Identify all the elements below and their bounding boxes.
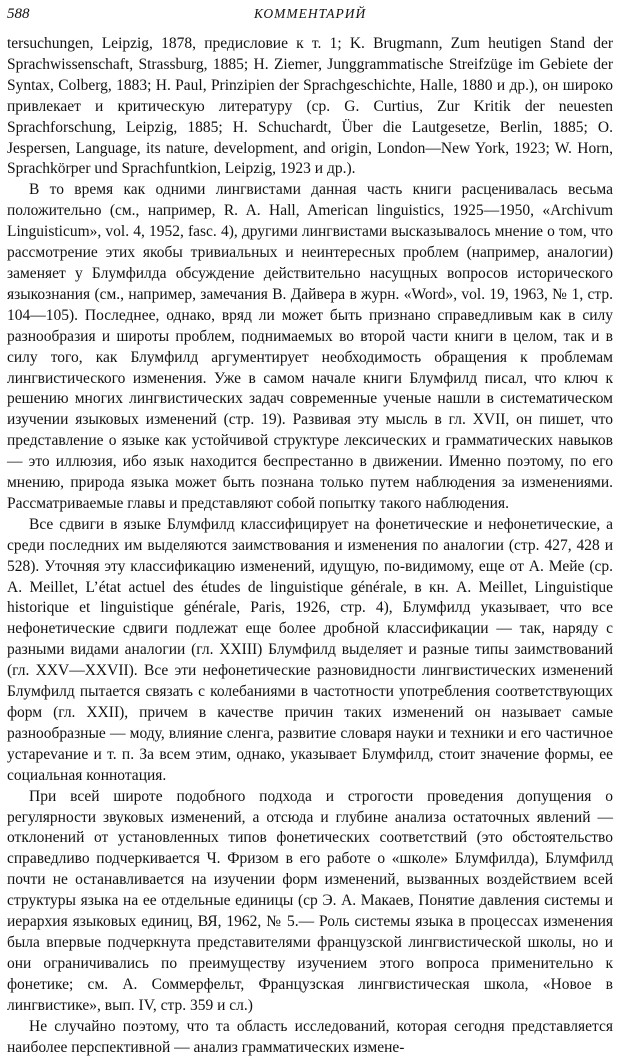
page-number: 588 — [7, 6, 30, 22]
paragraph-regularity: При всей широте подобного подхода и строгости проведения допущения о регулярности звуковых изменений, а отсюда и глубине анализа остаточных явлений — отклонений от установленных типов фонетических соответствий (это обстоятельство справедливо подчеркивается Ч. Фризом в его работе о «школе» Блумфилда), Блумфилд почти не останавливается на изучении форм изменений, вызванных воздействием всей структуры языка на ее отдельные единицы (ср Э. А. Макаев, Понятие давления системы и иерархия языковых единиц, ВЯ, 1962, № 5.— Роль системы языка в процессах изменения была впервые подчеркнута представителями французской лингвистической школы, но и они ограничивались по преимуществу изучением этого вопроса применительно к фонетике; см. А. Соммерфельт, Французская лингвистическая школа, «Новое в лингвистике», вып. IV, стр. 359 и сл.) — [7, 787, 613, 1014]
paragraph-perspective: Не случайно поэтому, что та область исследований, которая сегодня представляется наиболее перспективной — анализ грамматических измене- — [7, 1017, 613, 1056]
running-head: КОММЕНТАРИЙ — [254, 6, 367, 21]
page-header — [7, 4, 613, 26]
paragraph-continuation: tersuchungen, Leipzig, 1878, предисловие к т. 1; K. Brugmann, Zum heutigen Stand der Sprachwissenschaft, Strassburg, 1885; H. Ziemer, Junggrammatische Streifzüge im Gebiete der Syntax, Colberg, 1883; H. Paul, Prinzipien der Sprachgeschichte, Halle, 1880 и др.), он широко привлекает и критическую литературу (ср. G. Curtius, Zur Kritik der neuesten Sprachforschung, Leipzig, 1885; H. Schuchardt, Über die Lautgesetze, Berlin, 1885; O. Jespersen, Language, its nature, development, and origin, London—New York, 1923; W. Horn, Sprachkörper und Sprachfuntkion, Leipzig, 1923 и др.). — [7, 35, 613, 178]
paragraph-classification: Все сдвиги в языке Блумфилд классифицирует на фонетические и нефонетические, а среди последних им выделяются заимствования и изменения по аналогии (стр. 427, 428 и 528). Уточняя эту классификацию изменений, идущую, по-видимому, еще от А. Мейе (ср. A. Meillet, L’état actuel des études de linguistique générale, в кн. A. Meillet, Linguistique historique et linguistique générale, Paris, 1926, стр. 4), Блумфилд указывает, что все нефонетические сдвиги подлежат еще более дробной классификации — так, наряду с разными видами аналогии (гл. XXIII) Блумфилд выделяет и разные типы заимствований (гл. XXV—XXVII). Все эти нефонетические разновидности лингвистических изменений Блумфилд пытается связать с колебаниями в частотности употребления соответствующих форм (гл. XXII), причем в качестве причин таких изменений он называет самые разнообразные — моду, влияние сленга, развитие словаря науки и техники и его частичное устарevание и т. п. За всем этим, однако, указывает Блумфилд, стоит значение формы, ее социальная коннотация. — [7, 515, 613, 784]
paragraph-evaluation: В то время как одними лингвистами данная часть книги расценивалась весьма положительно (см., например, R. A. Hall, American linguistics, 1925—1950, «Archivum Linguisticum», vol. 4, 1952, fasc. 4), другими лингвистами высказывалось мнение о том, что рассмотрение этих якобы тривиальных и неинтересных проблем (например, аналогии) заменяет у Блумфилда обсуждение действительно насущных вопросов исторического языкознания (см., например, замечания В. Дайвера в журн. «Word», vol. 19, 1963, № 1, стр. 104—105). Последнее, однако, вряд ли может быть признано справедливым как в силу разнообразия и широты проблем, поднимаемых во второй части книги в целом, так и в силу того, как Блумфилд аргументирует необходимость обращения к проблемам лингвистического изменения. Уже в самом начале книги Блумфилд писал, что ключ к решению многих лингвистических задач современные ученые нашли в систематическом изучении языковых изменений (стр. 19). Развивая эту мысль в гл. XVII, он пишет, что представление о языке как устойчивой структуре лексических и грамматических навыков — это иллюзия, ибо язык находится беспрестанно в движении. Именно поэтому, по его мнению, природа языка может быть познана только путем наблюдения за изменениями. Рассматриваемые главы и представляют собой попытку такого наблюдения. — [7, 181, 613, 512]
body-text — [7, 34, 613, 1058]
